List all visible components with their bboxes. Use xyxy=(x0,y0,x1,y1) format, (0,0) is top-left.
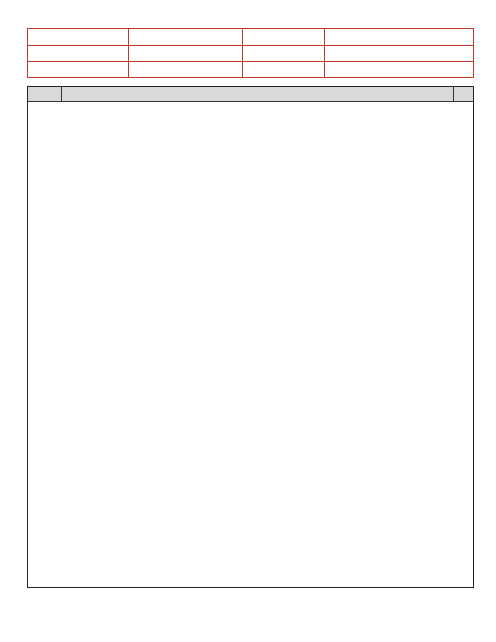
table-header-row xyxy=(28,87,473,102)
header-blank-3 xyxy=(242,62,324,77)
header-start-time xyxy=(28,29,128,45)
header-row-1 xyxy=(28,29,473,45)
col-header-number xyxy=(453,87,473,101)
header-row-2 xyxy=(28,45,473,61)
header-major xyxy=(128,29,242,45)
col-header-score xyxy=(28,87,62,101)
col-header-body xyxy=(62,87,453,101)
header-course xyxy=(324,29,473,45)
header-blank xyxy=(324,46,473,61)
exam-header xyxy=(27,28,474,78)
header-exam-date xyxy=(242,46,324,61)
header-grade xyxy=(324,62,473,77)
header-duration xyxy=(28,62,128,77)
questions-table xyxy=(27,86,474,588)
header-row-3 xyxy=(28,61,473,77)
header-pages xyxy=(242,29,324,45)
header-student-name xyxy=(128,46,242,61)
header-blank-4 xyxy=(128,62,242,77)
header-blank-2 xyxy=(28,46,128,61)
